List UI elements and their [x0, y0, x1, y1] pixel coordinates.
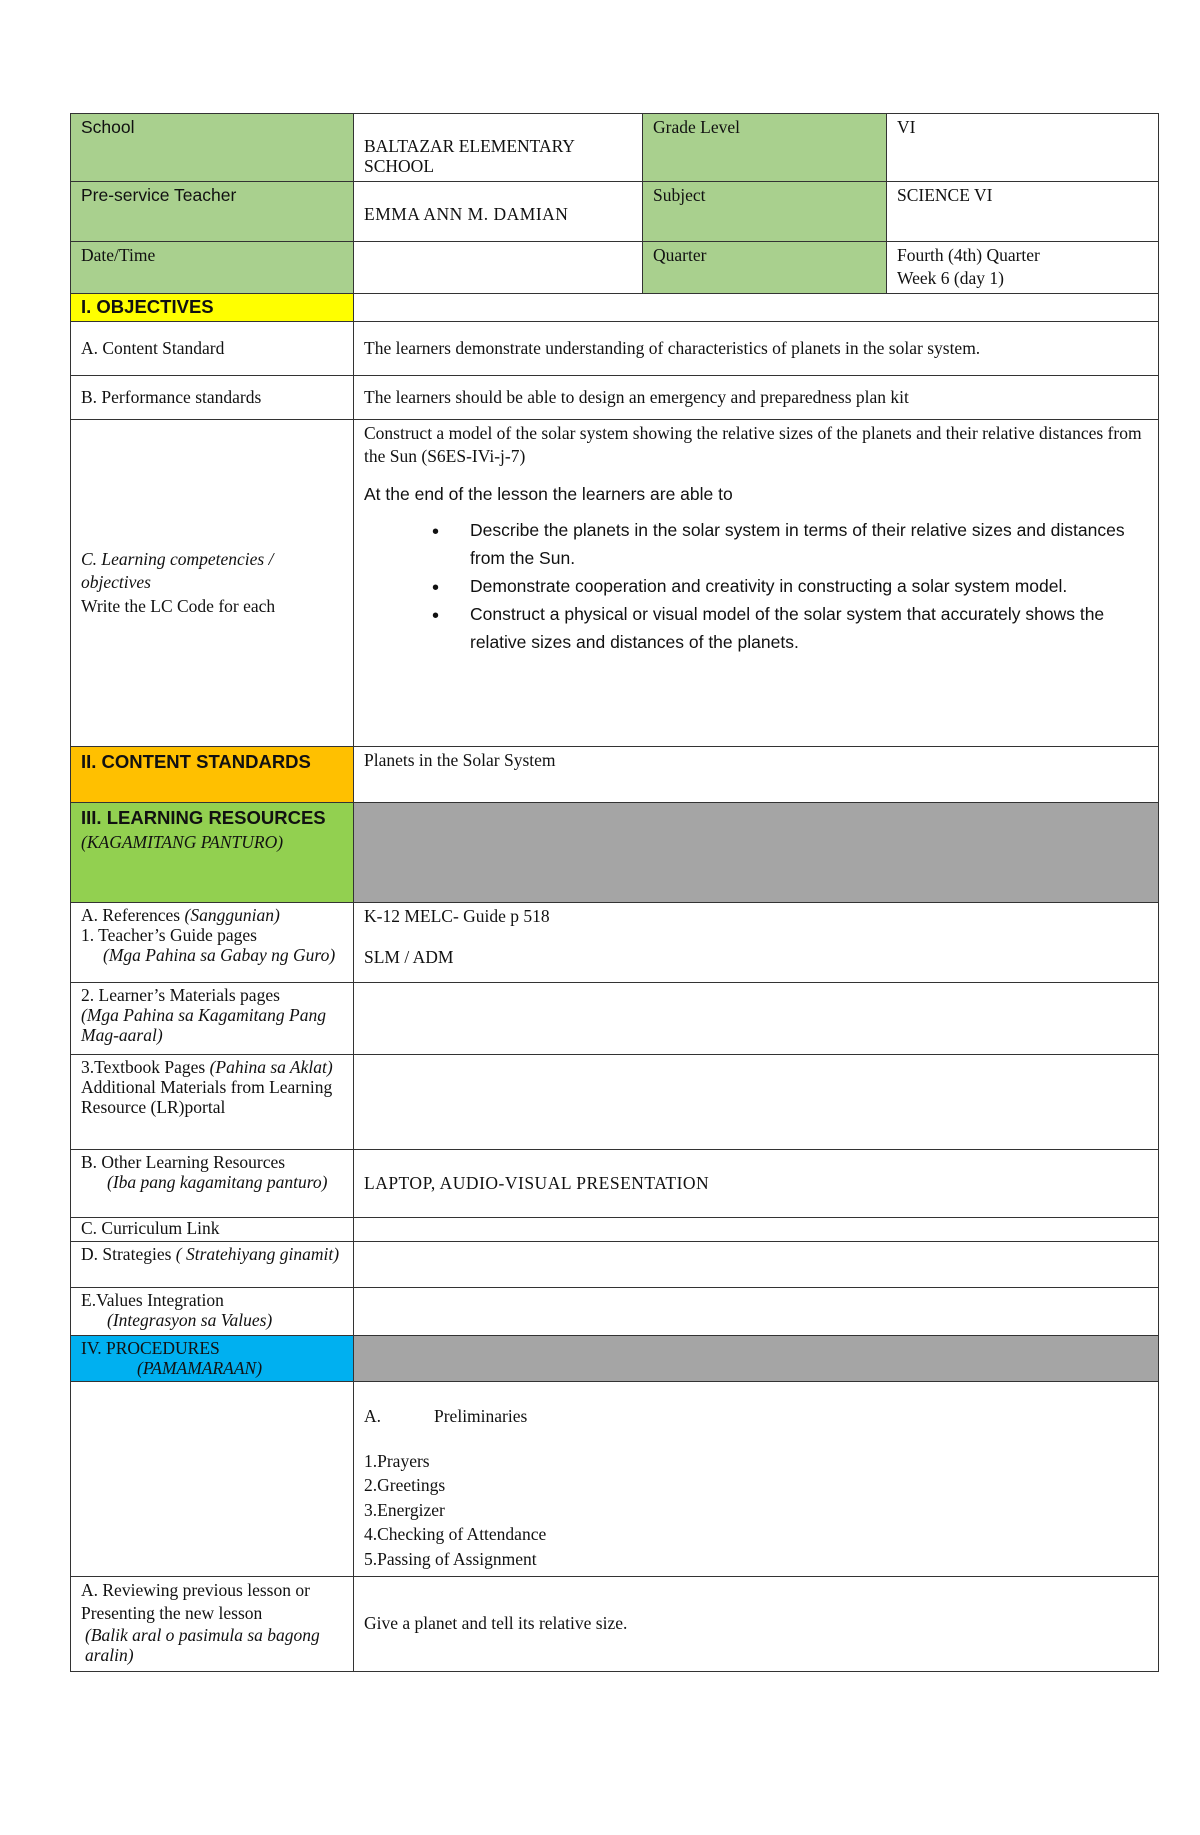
competencies-label-line-2: Write the LC Code for each: [81, 595, 276, 616]
procedures-heading-row: [71, 1336, 1159, 1382]
strategies-label: [71, 1242, 354, 1288]
school-row: [71, 114, 1159, 182]
review-title: A. Reviewing previous lesson or Presenting the new lesson: [81, 1580, 310, 1623]
references-label-text: A. References: [81, 905, 181, 925]
subject-label: Subject: [643, 182, 887, 242]
teacher-guide-label: 1. Teacher’s Guide pages: [81, 925, 257, 946]
resources-heading-sub: [25, 832, 343, 853]
other-resources-row: [71, 1150, 1159, 1218]
textbook-row: [71, 1055, 1159, 1150]
preliminaries-title: [364, 1404, 1148, 1429]
content-heading: II. CONTENT STANDARDS: [71, 747, 354, 803]
grade-level-label: Grade Level: [643, 114, 887, 182]
objective-item: • Construct a physical or visual model of the solar system that accurately shows the relative sizes and distances of the planets.: [470, 600, 1148, 656]
references-title: [81, 905, 343, 925]
date-time-label: Date/Time: [71, 242, 354, 294]
competencies-value: [354, 420, 1159, 747]
content-standard-row: [71, 322, 1159, 376]
preliminaries-label: [71, 1382, 354, 1577]
content-standard-value: The learners demonstrate understanding of characteristics of planets in the solar system.: [354, 322, 1159, 376]
objectives-heading-row: [71, 294, 1159, 322]
preliminary-item: 3.Energizer: [364, 1499, 445, 1520]
teacher-guide-sub: [81, 945, 343, 965]
spacer: [364, 1429, 1148, 1449]
resources-heading-fill: [354, 803, 1159, 903]
references-sub-text: (Sanggunian): [184, 905, 280, 925]
values-sub: (Integrasyon sa Values): [107, 1310, 273, 1331]
textbook-title: [81, 1057, 343, 1077]
competencies-label-line-1: C. Learning competencies / objectives: [81, 549, 274, 593]
quarter-line-2: Week 6 (day 1): [897, 267, 1004, 288]
strategies-sub-text: ( Stratehiyang ginamit): [175, 1244, 340, 1264]
learner-materials-label: [71, 983, 354, 1055]
quarter-line-1: Fourth (4th) Quarter: [897, 245, 1040, 265]
resources-heading-sub-text: (KAGAMITANG PANTURO): [81, 831, 284, 852]
school-value: [354, 114, 643, 182]
strategies-label-text: D. Strategies: [81, 1244, 172, 1264]
teacher-label: Pre-service Teacher: [71, 182, 354, 242]
resources-heading-cell: [71, 803, 354, 903]
other-resources-value: LAPTOP, AUDIO-VISUAL PRESENTATION: [354, 1150, 1159, 1218]
curriculum-label: C. Curriculum Link: [71, 1218, 354, 1242]
date-row: [71, 242, 1159, 294]
learner-materials-row: [71, 983, 1159, 1055]
other-resources-label: [71, 1150, 354, 1218]
school-label: School: [71, 114, 354, 182]
procedures-heading-fill: [354, 1336, 1159, 1382]
review-row: [71, 1577, 1159, 1672]
objectives-list: [364, 516, 1148, 656]
strategies-value: [354, 1242, 1159, 1288]
school-name-line-1: BALTAZAR ELEMENTARY: [364, 136, 575, 156]
learner-materials-title: 2. Learner’s Materials pages: [81, 985, 280, 1005]
procedures-heading: IV. PROCEDURES: [81, 1338, 220, 1358]
spacer: [364, 469, 1148, 483]
values-value: [354, 1288, 1159, 1336]
values-label: [71, 1288, 354, 1336]
references-row: [71, 903, 1159, 983]
content-row: [71, 747, 1159, 803]
references-value: [354, 903, 1159, 983]
preliminary-item: 5.Passing of Assignment: [364, 1548, 537, 1569]
objective-item: • Demonstrate cooperation and creativity in constructing a solar system model.: [470, 572, 1148, 600]
values-title: E.Values Integration: [81, 1290, 224, 1310]
date-time-value: [354, 242, 643, 294]
preliminaries-row: [71, 1382, 1159, 1577]
quarter-value: [887, 242, 1159, 294]
review-value: Give a planet and tell its relative size.: [354, 1577, 1159, 1672]
teacher-value: EMMA ANN M. DAMIAN: [354, 182, 643, 242]
textbook-label: [71, 1055, 354, 1150]
other-resources-sub: (Iba pang kagamitang panturo): [107, 1172, 328, 1193]
curriculum-value: [354, 1218, 1159, 1242]
review-sub: (Balik aral o pasimula sa bagong aralin): [85, 1624, 320, 1665]
teacher-guide-value-2: SLM / ADM: [364, 947, 454, 968]
lesson-plan: [70, 113, 1158, 1672]
objective-item: • Describe the planets in the solar system in terms of their relative sizes and distances from the Sun.: [470, 516, 1148, 572]
resources-heading: III. LEARNING RESOURCES: [81, 807, 326, 828]
textbook-value: [354, 1055, 1159, 1150]
competency-text: Construct a model of the solar system showing the relative sizes of the planets and their relative distances from the Sun (S6ES-IVi-j-7): [364, 423, 1142, 467]
grade-level-value: VI: [887, 114, 1159, 182]
preliminaries-letter: A.: [364, 1406, 382, 1426]
values-row: [71, 1288, 1159, 1336]
preliminaries-title-text: Preliminaries: [434, 1406, 528, 1426]
lesson-plan-table: [70, 113, 1159, 1672]
procedures-heading-sub: (PAMAMARAAN): [137, 1358, 263, 1379]
performance-row: [71, 376, 1159, 420]
performance-label: B. Performance standards: [71, 376, 354, 420]
textbook-sub-text: (Pahina sa Aklat): [209, 1057, 333, 1077]
teacher-guide-sub-text: (Mga Pahina sa Gabay ng Guro): [103, 945, 336, 966]
preliminaries-value: [354, 1382, 1159, 1577]
strategies-row: [71, 1242, 1159, 1288]
lesson-intro: At the end of the lesson the learners are able to: [364, 483, 733, 504]
review-label: [71, 1577, 354, 1672]
subject-value: SCIENCE VI: [887, 182, 1159, 242]
performance-value: The learners should be able to design an emergency and preparedness plan kit: [354, 376, 1159, 420]
learner-materials-value: [354, 983, 1159, 1055]
preliminary-item: 1.Prayers: [364, 1450, 430, 1471]
references-label: [71, 903, 354, 983]
spacer: [364, 928, 1148, 946]
quarter-label: Quarter: [643, 242, 887, 294]
objectives-heading-blank: [354, 294, 1159, 322]
additional-materials-label: Additional Materials from Learning Resource (LR)portal: [81, 1077, 333, 1118]
textbook-label-text: 3.Textbook Pages: [81, 1057, 206, 1077]
resources-heading-row: [71, 803, 1159, 903]
competencies-row: [71, 420, 1159, 747]
competencies-label: [71, 420, 354, 747]
other-resources-title: B. Other Learning Resources: [81, 1152, 286, 1172]
curriculum-row: [71, 1218, 1159, 1242]
content-value: Planets in the Solar System: [354, 747, 1159, 803]
preliminary-item: 4.Checking of Attendance: [364, 1524, 547, 1544]
preliminary-item: 2.Greetings: [364, 1475, 446, 1495]
content-standard-label: A. Content Standard: [71, 322, 354, 376]
learner-materials-sub: (Mga Pahina sa Kagamitang Pang Mag-aaral): [81, 1005, 326, 1046]
school-name-line-2: SCHOOL: [364, 156, 435, 177]
teacher-row: [71, 182, 1159, 242]
procedures-heading-cell: [71, 1336, 354, 1382]
teacher-guide-value-1: K-12 MELC- Guide p 518: [364, 906, 550, 926]
objectives-heading: I. OBJECTIVES: [71, 294, 354, 322]
